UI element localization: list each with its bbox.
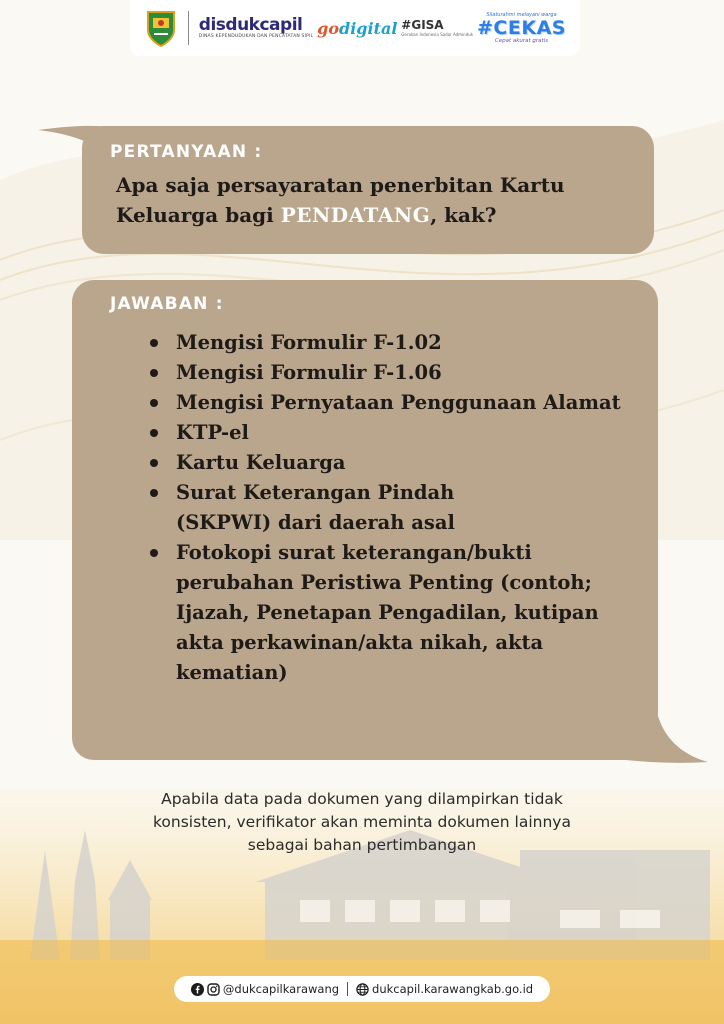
list-item: Mengisi Formulir F-1.02 xyxy=(176,328,636,358)
footer-contact-bar xyxy=(174,976,550,1002)
note-line-2: konsisten, verifikator akan meminta dokumen lainnya xyxy=(153,813,571,831)
brand-prefix: dis xyxy=(198,15,226,35)
list-item: Mengisi Pernyataan Penggunaan Alamat xyxy=(176,388,636,418)
note-text xyxy=(80,788,644,857)
header-divider xyxy=(188,11,189,45)
list-item: Fotokopi surat keterangan/bukti perubahan Peristiwa Penting (contoh; Ijazah, Penetapan Pengadilan, kutipan akta perkawinan/akta nikah, akta kematian) xyxy=(176,538,601,688)
social-handle[interactable]: @dukcapilkarawang xyxy=(222,982,340,996)
list-item: Mengisi Formulir F-1.06 xyxy=(176,358,636,388)
note-line-1: Apabila data pada dokumen yang dilampirkan tidak xyxy=(161,790,563,808)
question-label: PERTANYAAN : xyxy=(110,142,263,162)
header-logo-bar xyxy=(130,0,580,56)
list-item: Kartu Keluarga xyxy=(176,448,636,478)
cekas-text: #CEKAS xyxy=(477,16,566,39)
question-line-2-after: , kak? xyxy=(430,203,497,227)
go-main: digital xyxy=(339,18,398,38)
question-line-2-before: Keluarga bagi xyxy=(116,203,281,227)
note-line-3: sebagai bahan pertimbangan xyxy=(247,836,477,854)
disdukcapil-logo xyxy=(199,16,314,40)
footer-separator xyxy=(347,982,348,996)
gisa-text: #GISA xyxy=(401,18,444,32)
question-line-1: Apa saja persayaratan penerbitan Kartu xyxy=(116,173,565,197)
go-digital-logo xyxy=(317,19,397,38)
brand-main: dukcapil xyxy=(225,15,303,35)
website-link[interactable]: dukcapil.karawangkab.go.id xyxy=(372,982,534,996)
list-item: Surat Keterangan Pindah (SKPWI) dari daerah asal xyxy=(176,478,536,538)
karawang-emblem-icon xyxy=(144,8,178,48)
answer-bubble-tail xyxy=(626,716,708,764)
go-prefix: go xyxy=(317,18,340,38)
gisa-subtitle: Gerakan Indonesia Sadar Adminduk xyxy=(401,32,474,37)
facebook-icon[interactable] xyxy=(191,983,204,996)
brand-subtitle: DINAS KEPENDUDUKAN DAN PENCATATAN SIPIL xyxy=(198,34,314,39)
question-text xyxy=(116,170,636,230)
answer-label: JAWABAN : xyxy=(110,294,224,314)
cekas-subtitle: Cepat akurat gratis xyxy=(494,37,549,44)
instagram-icon[interactable] xyxy=(207,983,220,996)
cekas-tagline: Silaturahmi melayani warga xyxy=(486,11,557,18)
list-item: KTP-el xyxy=(176,418,636,448)
globe-icon xyxy=(356,983,369,996)
gisa-logo xyxy=(401,19,473,37)
question-highlight: PENDATANG xyxy=(280,203,431,227)
answer-list xyxy=(176,328,636,688)
cekas-logo xyxy=(477,12,566,45)
